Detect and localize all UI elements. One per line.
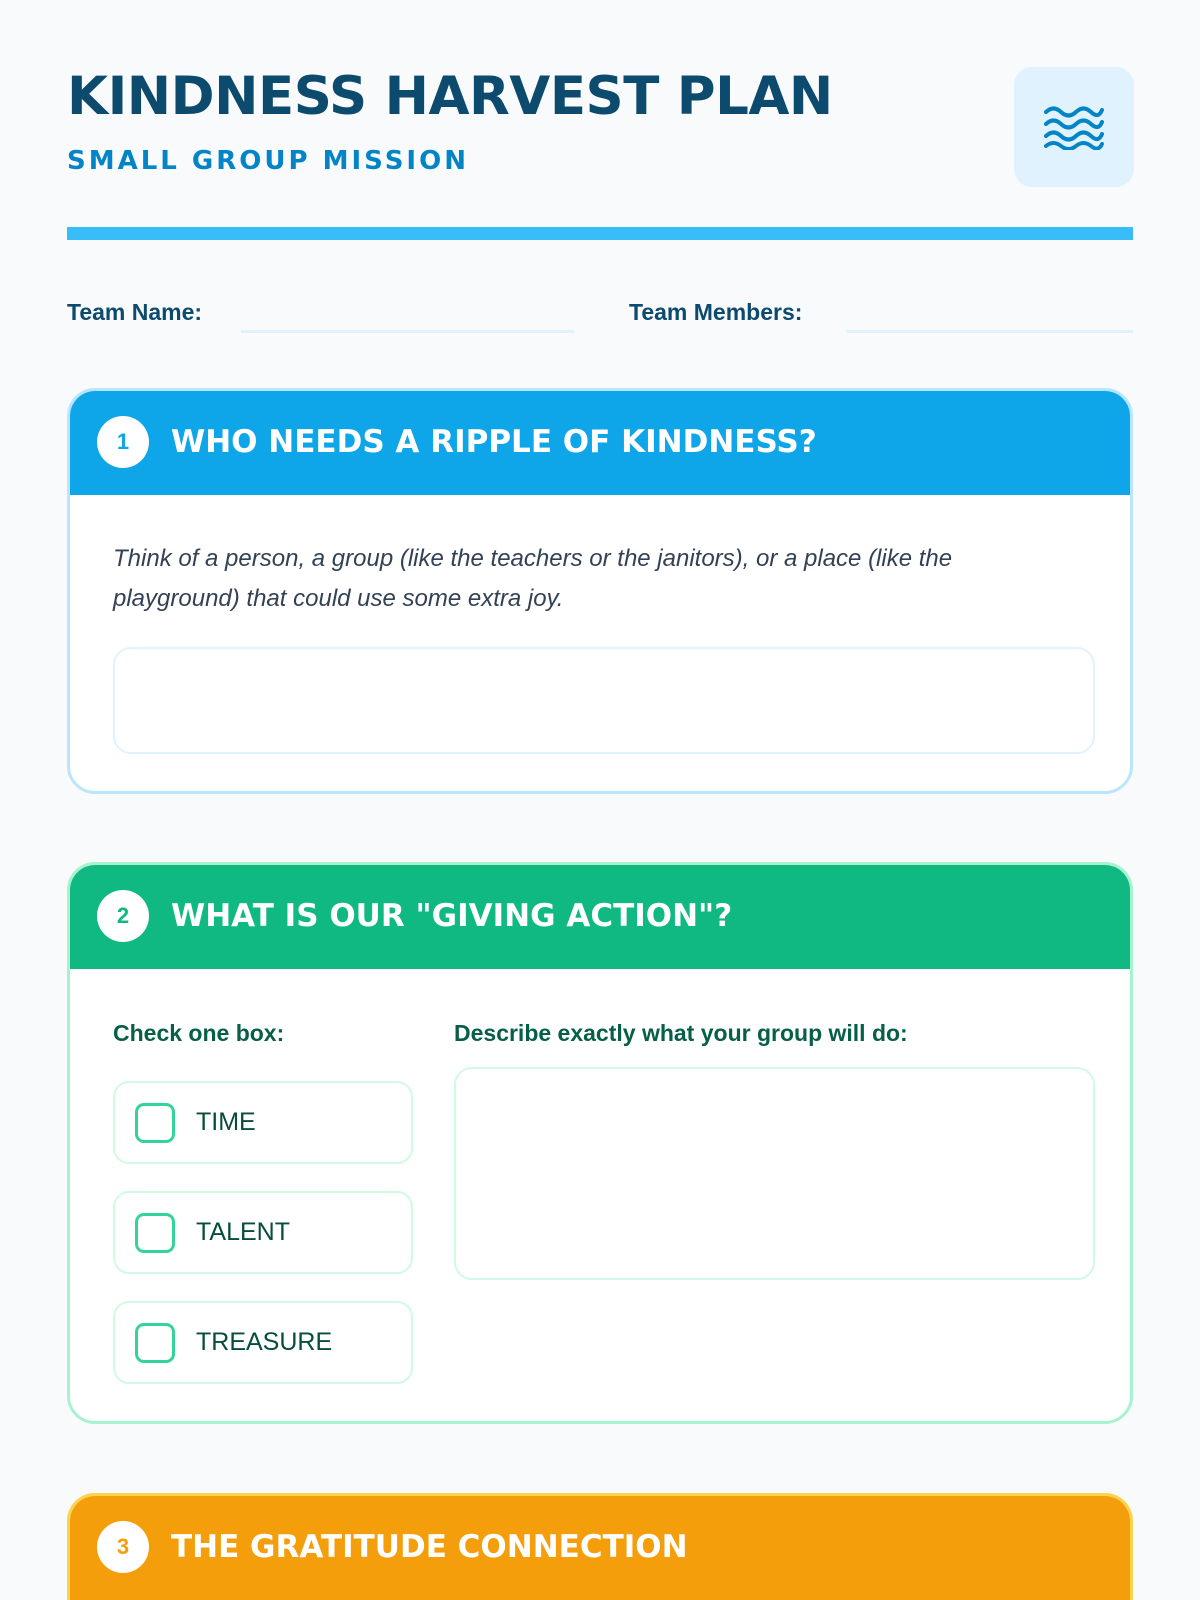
check-one-label: Check one box: — [113, 1020, 285, 1046]
checkbox[interactable] — [135, 1213, 175, 1253]
section-header — [67, 1493, 1133, 1600]
giving-action-description-input[interactable] — [454, 1067, 1095, 1280]
logo-badge — [1014, 67, 1134, 187]
header-divider — [67, 227, 1133, 240]
section-giving-action — [67, 862, 1133, 1424]
option-label: TALENT — [196, 1218, 290, 1246]
page-title: KINDNESS HARVEST PLAN — [67, 66, 833, 127]
section-number: 2 — [97, 890, 149, 942]
checkbox[interactable] — [135, 1323, 175, 1363]
section-who-needs-kindness — [67, 388, 1133, 794]
describe-label: Describe exactly what your group will do: — [454, 1020, 908, 1046]
section-prompt: Think of a person, a group (like the teachers or the janitors), or a place (like the playground) that could use some extra joy. — [113, 545, 953, 612]
section-gratitude-connection — [67, 1493, 1133, 1600]
option-talent[interactable] — [113, 1191, 413, 1274]
option-treasure[interactable] — [113, 1301, 413, 1384]
page-subtitle: SMALL GROUP MISSION — [67, 146, 469, 176]
team-name-field[interactable] — [241, 330, 574, 333]
section-header — [67, 862, 1133, 969]
team-members-label: Team Members: — [629, 299, 803, 325]
section-number: 1 — [97, 416, 149, 468]
team-name-label: Team Name: — [67, 299, 203, 325]
option-label: TIME — [196, 1108, 256, 1136]
section-header — [67, 388, 1133, 495]
checkbox[interactable] — [135, 1103, 175, 1143]
kindness-target-input[interactable] — [113, 647, 1095, 754]
section-number: 3 — [97, 1521, 149, 1573]
option-label: TREASURE — [196, 1328, 333, 1356]
page-header — [67, 62, 1133, 192]
team-members-field[interactable] — [846, 330, 1133, 333]
section-title: THE GRATITUDE CONNECTION — [171, 1528, 688, 1565]
option-time[interactable] — [113, 1081, 413, 1164]
section-title: WHO NEEDS A RIPPLE OF KINDNESS? — [171, 423, 817, 460]
section-title: WHAT IS OUR "GIVING ACTION"? — [171, 897, 733, 934]
waves-icon — [1043, 104, 1105, 150]
